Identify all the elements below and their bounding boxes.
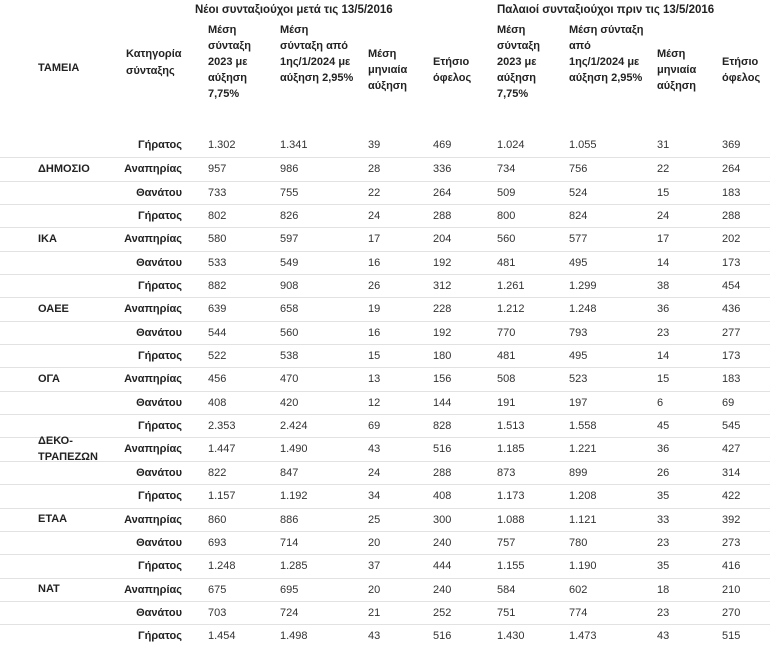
col-header-old-avg-2024: Μέση σύνταξη από 1ης/1/2024 με αύξηση 2,95%	[569, 24, 644, 84]
value-cell: 1.430	[497, 630, 525, 643]
value-cell: 264	[722, 163, 741, 176]
table-row	[0, 554, 770, 577]
category-cell: Αναπηρίας	[124, 443, 182, 456]
value-cell: 23	[657, 326, 670, 339]
value-cell: 43	[657, 630, 670, 643]
fund-label: ΟΑΕΕ	[38, 303, 69, 316]
value-cell: 37	[368, 560, 381, 573]
category-cell: Αναπηρίας	[124, 163, 182, 176]
value-cell: 580	[208, 233, 227, 246]
value-cell: 336	[433, 163, 452, 176]
group-header-old: Παλαιοί συνταξιούχοι πριν τις 13/5/2016	[497, 4, 715, 16]
table-row	[0, 274, 770, 297]
value-cell: 35	[657, 490, 670, 503]
value-cell: 584	[497, 583, 516, 596]
value-cell: 1.490	[280, 443, 308, 456]
value-cell: 34	[368, 490, 381, 503]
value-cell: 828	[433, 420, 452, 433]
value-cell: 31	[657, 139, 670, 151]
value-cell: 173	[722, 256, 741, 269]
table-row	[0, 578, 770, 601]
value-cell: 24	[368, 210, 381, 223]
value-cell: 495	[569, 350, 588, 363]
value-cell: 39	[368, 139, 381, 151]
value-cell: 1.024	[497, 139, 525, 151]
value-cell: 35	[657, 560, 670, 573]
value-cell: 1.498	[280, 630, 308, 643]
value-cell: 774	[569, 606, 588, 619]
value-cell: 882	[208, 280, 227, 293]
value-cell: 793	[569, 326, 588, 339]
value-cell: 1.447	[208, 443, 236, 456]
table-row	[0, 181, 770, 204]
value-cell: 1.248	[569, 303, 597, 316]
value-cell: 1.454	[208, 630, 236, 643]
table-row	[0, 321, 770, 344]
value-cell: 300	[433, 513, 452, 526]
value-cell: 197	[569, 396, 588, 409]
table-row	[0, 297, 770, 320]
table-row	[0, 157, 770, 180]
value-cell: 523	[569, 373, 588, 386]
value-cell: 1.088	[497, 513, 525, 526]
value-cell: 15	[368, 350, 381, 363]
value-cell: 15	[657, 373, 670, 386]
table-row	[0, 508, 770, 531]
value-cell: 17	[657, 233, 670, 246]
value-cell: 436	[722, 303, 741, 316]
category-cell: Γήρατος	[138, 350, 182, 363]
value-cell: 21	[368, 606, 381, 619]
value-cell: 369	[722, 139, 741, 151]
table-body	[0, 134, 770, 648]
value-cell: 516	[433, 630, 452, 643]
value-cell: 824	[569, 210, 588, 223]
fund-label: ΔΗΜΟΣΙΟ	[38, 163, 90, 176]
table-row	[0, 367, 770, 390]
value-cell: 69	[368, 420, 381, 433]
col-header-new-annual: Ετήσιο όφελος	[433, 56, 472, 84]
value-cell: 43	[368, 443, 381, 456]
value-cell: 560	[497, 233, 516, 246]
value-cell: 14	[657, 256, 670, 269]
value-cell: 22	[657, 163, 670, 176]
value-cell: 658	[280, 303, 299, 316]
table-row	[0, 344, 770, 367]
value-cell: 1.302	[208, 139, 236, 151]
value-cell: 1.157	[208, 490, 236, 503]
category-cell: Αναπηρίας	[124, 303, 182, 316]
value-cell: 755	[280, 186, 299, 199]
value-cell: 314	[722, 466, 741, 479]
value-cell: 802	[208, 210, 227, 223]
value-cell: 18	[657, 583, 670, 596]
value-cell: 1.192	[280, 490, 308, 503]
col-header-new-avg-2024: Μέση σύνταξη από 1ης/1/2024 με αύξηση 2,95%	[280, 24, 354, 84]
value-cell: 1.212	[497, 303, 525, 316]
table-row	[0, 531, 770, 554]
value-cell: 509	[497, 186, 516, 199]
value-cell: 675	[208, 583, 227, 596]
value-cell: 1.185	[497, 443, 525, 456]
fund-label: ΟΓΑ	[38, 373, 60, 386]
category-cell: Θανάτου	[136, 326, 182, 339]
value-cell: 986	[280, 163, 299, 176]
category-cell: Θανάτου	[136, 606, 182, 619]
value-cell: 12	[368, 396, 381, 409]
category-cell: Γήρατος	[138, 630, 182, 643]
value-cell: 24	[657, 210, 670, 223]
table-row	[0, 624, 770, 647]
value-cell: 481	[497, 256, 516, 269]
col-header-new-monthly: Μέση μηνιαία αύξηση	[368, 48, 408, 92]
value-cell: 240	[433, 583, 452, 596]
value-cell: 524	[569, 186, 588, 199]
value-cell: 36	[657, 303, 670, 316]
value-cell: 495	[569, 256, 588, 269]
value-cell: 20	[368, 583, 381, 596]
value-cell: 2.424	[280, 420, 308, 433]
category-cell: Γήρατος	[138, 280, 182, 293]
value-cell: 899	[569, 466, 588, 479]
value-cell: 416	[722, 560, 741, 573]
value-cell: 1.221	[569, 443, 597, 456]
value-cell: 23	[657, 536, 670, 549]
category-cell: Θανάτου	[136, 536, 182, 549]
category-cell: Αναπηρίας	[124, 373, 182, 386]
value-cell: 408	[433, 490, 452, 503]
value-cell: 780	[569, 536, 588, 549]
value-cell: 1.513	[497, 420, 525, 433]
value-cell: 19	[368, 303, 381, 316]
value-cell: 15	[657, 186, 670, 199]
value-cell: 1.285	[280, 560, 308, 573]
value-cell: 544	[208, 326, 227, 339]
value-cell: 847	[280, 466, 299, 479]
value-cell: 13	[368, 373, 381, 386]
value-cell: 770	[497, 326, 516, 339]
value-cell: 264	[433, 186, 452, 199]
value-cell: 533	[208, 256, 227, 269]
value-cell: 1.558	[569, 420, 597, 433]
value-cell: 522	[208, 350, 227, 363]
value-cell: 156	[433, 373, 452, 386]
value-cell: 17	[368, 233, 381, 246]
fund-label: ΕΤΑΑ	[38, 513, 68, 526]
value-cell: 6	[657, 396, 664, 409]
value-cell: 470	[280, 373, 299, 386]
value-cell: 549	[280, 256, 299, 269]
category-cell: Αναπηρίας	[124, 583, 182, 596]
table-row	[0, 437, 770, 460]
value-cell: 508	[497, 373, 516, 386]
value-cell: 427	[722, 443, 741, 456]
col-header-new-avg-2023: Μέση σύνταξη 2023 με αύξηση 7,75%	[208, 24, 252, 100]
value-cell: 183	[722, 373, 741, 386]
value-cell: 210	[722, 583, 741, 596]
table-row	[0, 391, 770, 414]
value-cell: 180	[433, 350, 452, 363]
value-cell: 26	[657, 466, 670, 479]
category-cell: Θανάτου	[136, 186, 182, 199]
value-cell: 822	[208, 466, 227, 479]
value-cell: 38	[657, 280, 670, 293]
value-cell: 756	[569, 163, 588, 176]
value-cell: 2.353	[208, 420, 236, 433]
value-cell: 422	[722, 490, 741, 503]
value-cell: 25	[368, 513, 381, 526]
value-cell: 703	[208, 606, 227, 619]
table-row	[0, 251, 770, 274]
table-row	[0, 461, 770, 484]
value-cell: 14	[657, 350, 670, 363]
table-row	[0, 484, 770, 507]
group-header-new: Νέοι συνταξιούχοι μετά τις 13/5/2016	[195, 4, 393, 16]
value-cell: 957	[208, 163, 227, 176]
value-cell: 45	[657, 420, 670, 433]
value-cell: 202	[722, 233, 741, 246]
value-cell: 693	[208, 536, 227, 549]
value-cell: 724	[280, 606, 299, 619]
value-cell: 1.190	[569, 560, 597, 573]
category-cell: Θανάτου	[136, 466, 182, 479]
value-cell: 183	[722, 186, 741, 199]
category-cell: Γήρατος	[138, 139, 182, 151]
value-cell: 456	[208, 373, 227, 386]
fund-label: ΙΚΑ	[38, 233, 57, 246]
value-cell: 516	[433, 443, 452, 456]
value-cell: 538	[280, 350, 299, 363]
value-cell: 191	[497, 396, 516, 409]
value-cell: 173	[722, 350, 741, 363]
value-cell: 481	[497, 350, 516, 363]
value-cell: 1.173	[497, 490, 525, 503]
value-cell: 826	[280, 210, 299, 223]
value-cell: 1.121	[569, 513, 597, 526]
value-cell: 288	[433, 210, 452, 223]
value-cell: 1.208	[569, 490, 597, 503]
table-row	[0, 601, 770, 624]
category-header: Κατηγορία σύνταξης	[126, 48, 182, 77]
value-cell: 515	[722, 630, 741, 643]
value-cell: 408	[208, 396, 227, 409]
value-cell: 144	[433, 396, 452, 409]
fund-label: ΔΕΚΟ- ΤΡΑΠΕΖΩΝ	[38, 435, 98, 464]
value-cell: 757	[497, 536, 516, 549]
value-cell: 1.248	[208, 560, 236, 573]
table-row	[0, 134, 770, 157]
value-cell: 1.055	[569, 139, 597, 151]
value-cell: 192	[433, 256, 452, 269]
category-cell: Αναπηρίας	[124, 233, 182, 246]
value-cell: 36	[657, 443, 670, 456]
value-cell: 1.299	[569, 280, 597, 293]
value-cell: 444	[433, 560, 452, 573]
value-cell: 734	[497, 163, 516, 176]
value-cell: 1.341	[280, 139, 308, 151]
value-cell: 392	[722, 513, 741, 526]
funds-header: ΤΑΜΕΙΑ	[38, 62, 80, 74]
value-cell: 420	[280, 396, 299, 409]
value-cell: 860	[208, 513, 227, 526]
value-cell: 695	[280, 583, 299, 596]
value-cell: 751	[497, 606, 516, 619]
category-cell: Θανάτου	[136, 396, 182, 409]
value-cell: 886	[280, 513, 299, 526]
value-cell: 800	[497, 210, 516, 223]
category-cell: Γήρατος	[138, 210, 182, 223]
table-row	[0, 204, 770, 227]
value-cell: 545	[722, 420, 741, 433]
category-cell: Αναπηρίας	[124, 513, 182, 526]
value-cell: 228	[433, 303, 452, 316]
value-cell: 873	[497, 466, 516, 479]
value-cell: 908	[280, 280, 299, 293]
value-cell: 277	[722, 326, 741, 339]
category-cell: Θανάτου	[136, 256, 182, 269]
value-cell: 312	[433, 280, 452, 293]
col-header-old-annual: Ετήσιο όφελος	[722, 56, 761, 84]
value-cell: 69	[722, 396, 735, 409]
value-cell: 23	[657, 606, 670, 619]
value-cell: 192	[433, 326, 452, 339]
value-cell: 273	[722, 536, 741, 549]
value-cell: 16	[368, 326, 381, 339]
value-cell: 26	[368, 280, 381, 293]
value-cell: 28	[368, 163, 381, 176]
category-cell: Γήρατος	[138, 490, 182, 503]
value-cell: 1.473	[569, 630, 597, 643]
value-cell: 639	[208, 303, 227, 316]
value-cell: 22	[368, 186, 381, 199]
value-cell: 20	[368, 536, 381, 549]
value-cell: 288	[722, 210, 741, 223]
value-cell: 240	[433, 536, 452, 549]
value-cell: 602	[569, 583, 588, 596]
col-header-old-avg-2023: Μέση σύνταξη 2023 με αύξηση 7,75%	[497, 24, 541, 100]
category-cell: Γήρατος	[138, 420, 182, 433]
value-cell: 288	[433, 466, 452, 479]
value-cell: 1.155	[497, 560, 525, 573]
value-cell: 1.261	[497, 280, 525, 293]
value-cell: 597	[280, 233, 299, 246]
category-cell: Γήρατος	[138, 560, 182, 573]
fund-label: ΝΑΤ	[38, 583, 60, 596]
value-cell: 204	[433, 233, 452, 246]
table-row	[0, 227, 770, 250]
value-cell: 24	[368, 466, 381, 479]
value-cell: 33	[657, 513, 670, 526]
table-row	[0, 414, 770, 437]
value-cell: 560	[280, 326, 299, 339]
col-header-old-monthly: Μέση μηνιαία αύξηση	[657, 48, 697, 92]
value-cell: 252	[433, 606, 452, 619]
value-cell: 16	[368, 256, 381, 269]
value-cell: 733	[208, 186, 227, 199]
value-cell: 270	[722, 606, 741, 619]
value-cell: 714	[280, 536, 299, 549]
value-cell: 577	[569, 233, 588, 246]
value-cell: 454	[722, 280, 741, 293]
value-cell: 43	[368, 630, 381, 643]
value-cell: 469	[433, 139, 452, 151]
